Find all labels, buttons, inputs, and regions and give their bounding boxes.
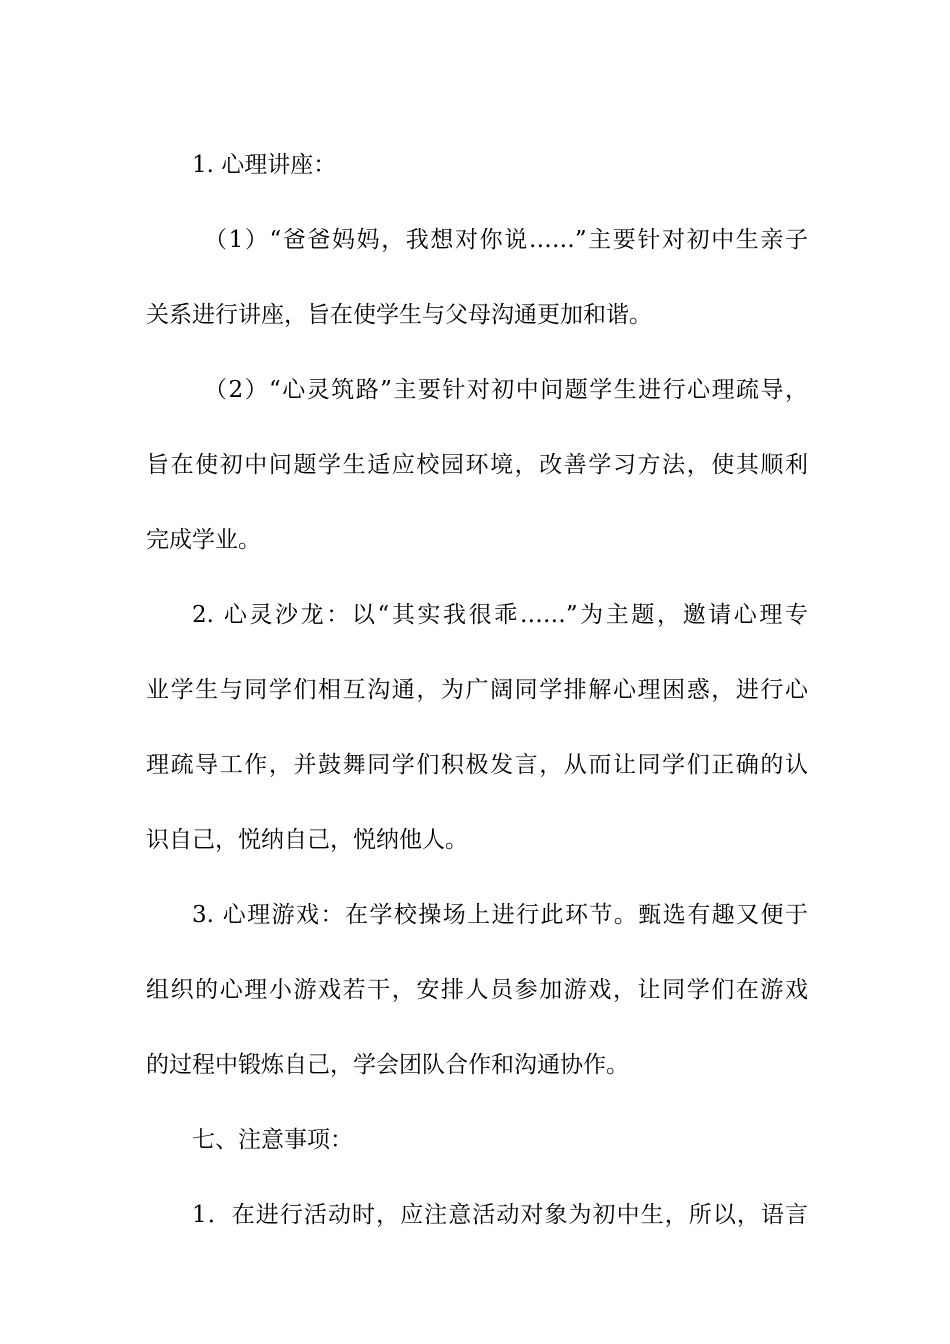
paragraph-line: 关系进行讲座，旨在使学生与父母沟通更加和谐。	[146, 302, 652, 328]
paragraph-line: 3. 心理游戏：在学校操场上进行此环节。甄选有趣又便于	[192, 902, 808, 928]
paragraph-line: 旨在使初中问题学生适应校园环境，改善学习方法，使其顺利	[146, 452, 808, 478]
document-body	[146, 128, 808, 1253]
paragraph-line: 2. 心灵沙龙：以“其实我很乖……”为主题，邀请心理专	[192, 602, 808, 628]
paragraph-line: 理疏导工作，并鼓舞同学们积极发言，从而让同学们正确的认	[146, 752, 808, 778]
paragraph-line: 识自己，悦纳自己，悦纳他人。	[146, 827, 468, 853]
paragraph-line: 业学生与同学们相互沟通，为广阔同学排解心理困惑，进行心	[146, 677, 808, 703]
heading-notes: 七、注意事项：	[192, 1127, 353, 1153]
paragraph-line: 完成学业。	[146, 527, 261, 553]
paragraph-line: 1．在进行活动时，应注意活动对象为初中生，所以，语言	[192, 1202, 808, 1228]
paragraph-line: （1）“爸爸妈妈，我想对你说……”主要针对初中生亲子	[204, 227, 808, 253]
paragraph-line: 组织的心理小游戏若干，安排人员参加游戏，让同学们在游戏	[146, 977, 808, 1003]
paragraph-line: 的过程中锻炼自己，学会团队合作和沟通协作。	[146, 1052, 629, 1078]
paragraph-line: （2）“心灵筑路”主要针对初中问题学生进行心理疏导，	[204, 377, 808, 403]
heading-psych-lecture: 1. 心理讲座：	[192, 152, 337, 178]
